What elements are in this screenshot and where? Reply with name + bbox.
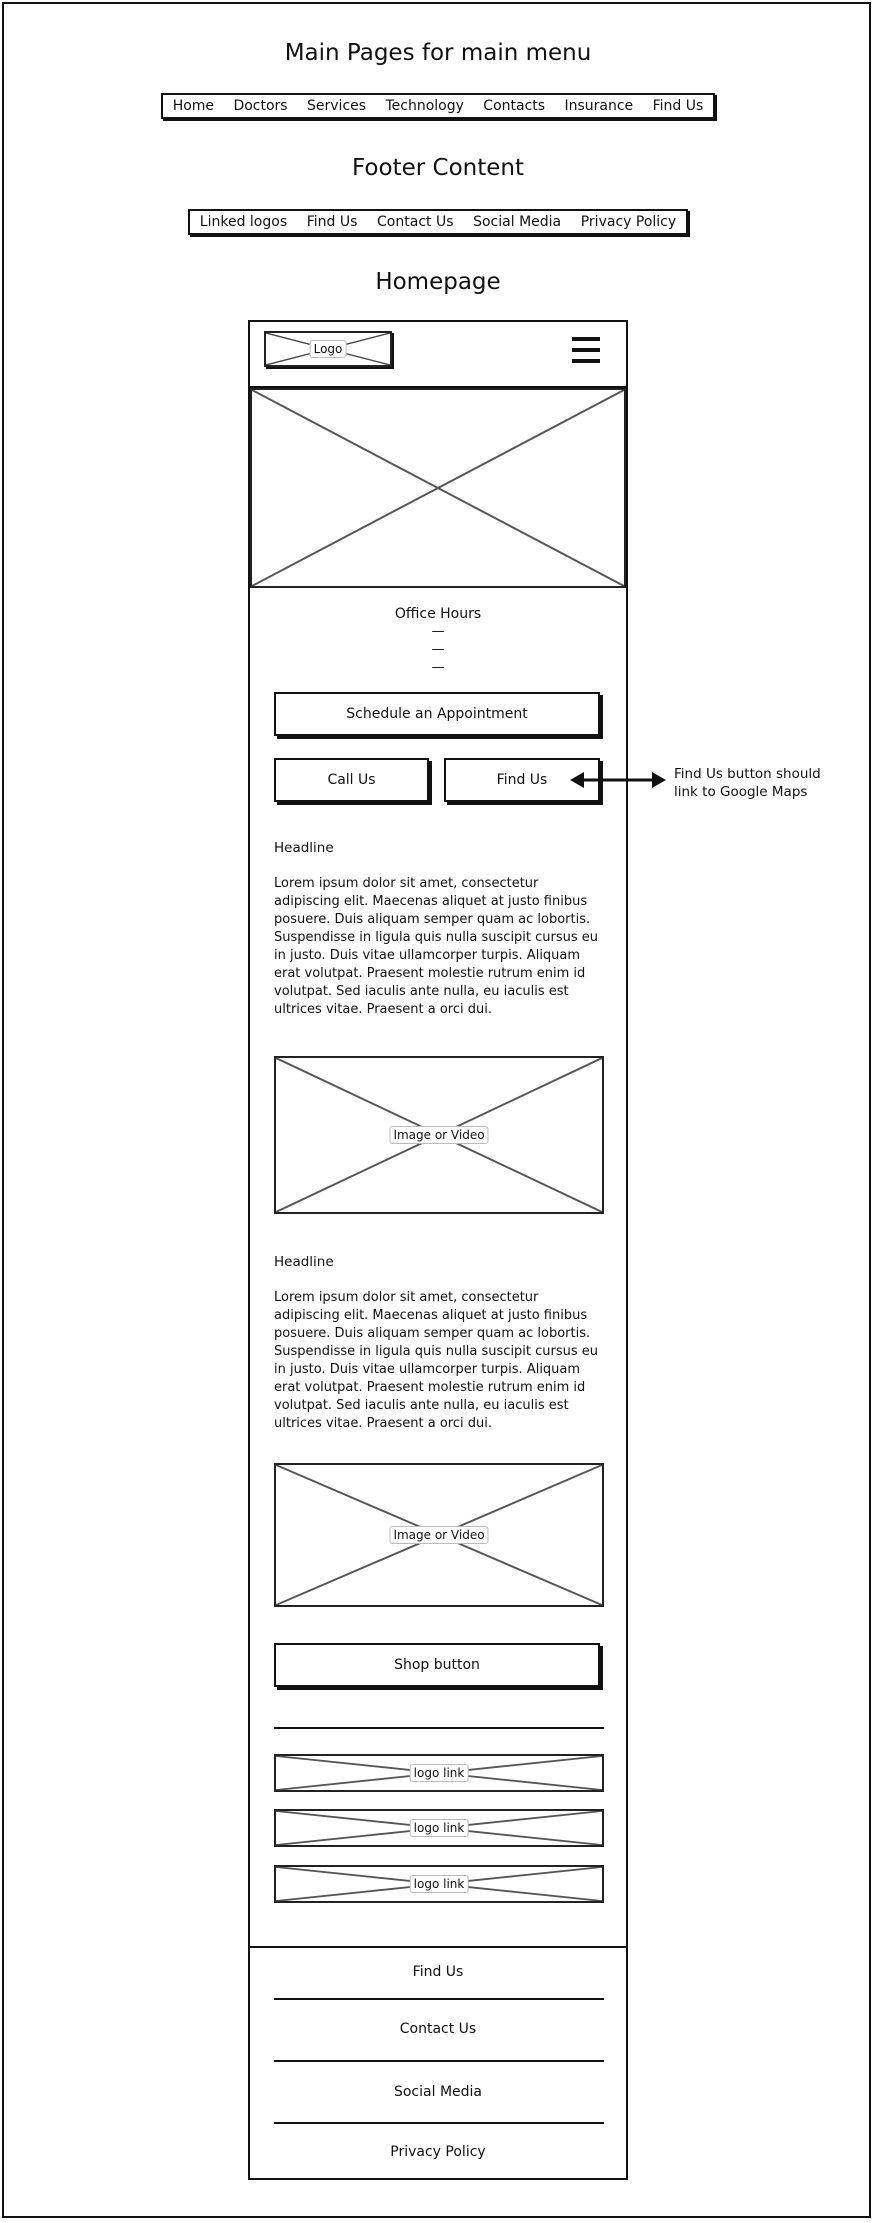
- content-divider: [274, 1727, 604, 1729]
- menu-item-contacts[interactable]: Contacts: [483, 98, 546, 114]
- logo-link-label: logo link: [410, 1764, 469, 1782]
- double-arrow-icon: [570, 768, 666, 792]
- menu-item-home[interactable]: Home: [172, 98, 215, 114]
- section-1-body: Lorem ipsum dolor sit amet, consectetur adipiscing elit. Maecenas aliquet at justo finibus posuere. Duis aliquam semper quam ac lobortis. Suspendisse in ligula quis nulla suscipit cursus eu in justo. Duis vitae ullamcorper turpis. Aliquam erat volutpat. Praesent molestie rutrum enim id volutpat. Sed iaculis ante nulla, eu iaculis est ultrices vitae. Praesent a orci dui.: [274, 876, 599, 1017]
- office-hours-line: —: [431, 642, 445, 657]
- logo-label: Logo: [310, 340, 347, 358]
- media-label: Image or Video: [389, 1126, 488, 1144]
- call-us-button[interactable]: Call Us: [274, 758, 429, 802]
- logo-link[interactable]: [274, 1754, 604, 1792]
- homepage-title: Homepage: [375, 269, 501, 295]
- footer-content-find-us[interactable]: Find Us: [306, 214, 358, 230]
- office-hours-line: —: [431, 660, 445, 675]
- media-label: Image or Video: [389, 1526, 488, 1544]
- shop-button[interactable]: Shop button: [274, 1643, 600, 1687]
- logo-link-label: logo link: [410, 1875, 469, 1893]
- menu-item-find-us[interactable]: Find Us: [652, 98, 704, 114]
- section-2-headline: Headline: [274, 1254, 334, 1270]
- office-hours-line: —: [431, 624, 445, 639]
- section-2-media-placeholder[interactable]: [274, 1463, 604, 1607]
- footer-item-divider: [274, 2122, 604, 2124]
- footer-content-linked-logos[interactable]: Linked logos: [199, 214, 288, 230]
- menu-item-insurance[interactable]: Insurance: [564, 98, 634, 114]
- main-menu-bar: [161, 93, 715, 119]
- main-pages-title: Main Pages for main menu: [284, 40, 592, 66]
- footer-content-privacy-policy[interactable]: Privacy Policy: [580, 214, 677, 230]
- footer-item-divider: [274, 1998, 604, 2000]
- menu-item-services[interactable]: Services: [307, 98, 367, 114]
- footer-find-us-link[interactable]: Find Us: [412, 1964, 464, 1980]
- hero-image-placeholder: [250, 388, 626, 588]
- logo-placeholder[interactable]: [264, 331, 392, 367]
- section-1-headline: Headline: [274, 840, 334, 856]
- section-2-body: Lorem ipsum dolor sit amet, consectetur adipiscing elit. Maecenas aliquet at justo finibus posuere. Duis aliquam semper quam ac lobortis. Suspendisse in ligula quis nulla suscipit cursus eu in justo. Duis vitae ullamcorper turpis. Aliquam erat volutpat. Praesent molestie rutrum enim id volutpat. Sed iaculis ante nulla, eu iaculis est ultrices vitae. Praesent a orci dui.: [274, 1290, 599, 1431]
- footer-content-contact-us[interactable]: Contact Us: [377, 214, 454, 230]
- logo-link-label: logo link: [410, 1819, 469, 1837]
- footer-content-social-media[interactable]: Social Media: [473, 214, 562, 230]
- menu-item-doctors[interactable]: Doctors: [233, 98, 288, 114]
- footer-item-divider: [274, 2060, 604, 2062]
- footer-content-title: Footer Content: [352, 155, 524, 181]
- homepage-mockup: [248, 320, 628, 2180]
- logo-link[interactable]: [274, 1809, 604, 1847]
- find-us-annotation: Find Us button should link to Google Maps: [674, 766, 821, 800]
- find-us-button[interactable]: Find Us: [444, 758, 600, 802]
- placeholder-cross-icon: [252, 390, 624, 586]
- footer-privacy-policy-link[interactable]: Privacy Policy: [390, 2144, 486, 2160]
- footer-social-media-link[interactable]: Social Media: [393, 2084, 482, 2100]
- schedule-appointment-button[interactable]: Schedule an Appointment: [274, 692, 600, 736]
- footer-divider: [250, 1946, 626, 1948]
- menu-item-technology[interactable]: Technology: [385, 98, 464, 114]
- logo-link[interactable]: [274, 1865, 604, 1903]
- footer-contact-us-link[interactable]: Contact Us: [399, 2021, 477, 2037]
- hamburger-menu-icon[interactable]: [572, 337, 600, 363]
- office-hours-title: Office Hours: [394, 606, 482, 622]
- section-1-media-placeholder[interactable]: [274, 1056, 604, 1214]
- footer-content-bar: [188, 209, 688, 235]
